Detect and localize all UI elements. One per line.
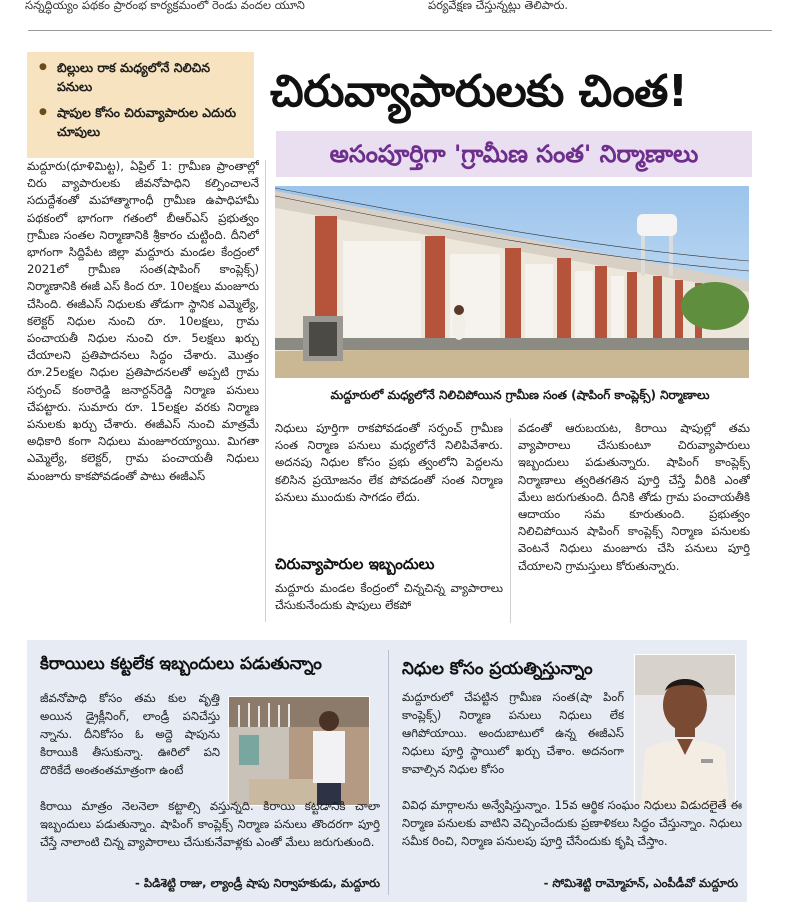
- article-column-1: మద్దూరు(ధూళిమిట్ట), ఏప్రిల్ 1: గ్రామీణ ప్రాంతాల్లో చిరు వ్యాపారులకు జీవనోపాధిని కల్పించాలనే సదుద్దేశంతో మహాత్మాగాంధీ గ్రామీణ ఉపాధిహామీ పథకంలో భాగంగా గతంలో బీఆర్ఎస్ ప్రభుత్వం గ్రామీణ సంతల నిర్మాణానికి శ్రీకారం చుట్టింది. దీనిలో భాగంగా సిద్దిపేట జిల్లా మద్దూరు మండల కేంద్రంలో 2021లో గ్రామీణ సంత(షాపింగ్ కాంప్లెక్స్) నిర్మాణానికి ఈజీ ఎస్ కింద రూ. 10లక్షలు మంజూరు చేసింది. ఈజీఎస్ నిధులకు తోడుగా స్థానిక ఎమ్మెల్యే, కలెక్టర్ నిధుల నుంచి రూ. 10లక్షలు, గ్రామ పంచాయతీ నిధుల నుంచి రూ. 5లక్షలు ఖర్చు చేయాలని ప్రతిపాదనలు సిద్ధం చేశారు. మొత్తం రూ.25లక్షల నిధుల ప్రతిపాదనలతో అప్పటి గ్రామ సర్పంచ్ కంఠారెడ్డి జనార్దన్‌రెడ్డి నిర్మాణ పనులు చేపట్టారు. సుమారు రూ. 15లక్షల వరకు నిర్మాణ పనులకు ఖర్చు చేశారు. ఈజీఎస్ నుంచి మాత్రమే అధికారి కంగా నిధులు మంజూరయ్యాయి. మిగతా ఎమ్మెల్యే, కలెక్టర్, గ్రామ పంచాయతీ నిధులు మంజూరు కాకపోవడంతో పాటు ఈజీఎస్: [27, 159, 259, 483]
- photo-caption: మద్దూరులో మధ్యలోనే నిలిచిపోయిన గ్రామీణ సంత (షాపింగ్ కాంప్లెక్స్) నిర్మాణాలు: [330, 388, 710, 402]
- top-fragment-left: సన్నద్ధియ్యం పథకం ప్రారంభ కార్యక్రమంలో రెండు వందల యూని: [25, 0, 305, 12]
- highlight-item: ● బిల్లులు రాక మధ్యలోనే నిలిచిన పనులు: [35, 58, 246, 96]
- laundry-shop-photo: [228, 696, 370, 806]
- column-divider: [510, 418, 511, 623]
- panel-divider: [388, 650, 389, 895]
- quote-left-attribution: - పిడిశెట్టి రాజు, ల్యాండ్రీ షాపు నిర్వాహకుడు, మద్దూరు: [135, 876, 380, 890]
- article-photo: [275, 186, 749, 378]
- highlight-item: ● షాపుల కోసం చిరువ్యాపారుల ఎదురు చూపులు: [35, 103, 246, 141]
- quote-right-text: మద్దూరులో చేపట్టిన గ్రామీణ సంత(షా పింగ్ కాంప్లెక్స్) నిర్మాణ పనులు నిధులు లేక ఆగిపోయాయి. అందుబాటులో ఉన్న ఈజీఎస్ నిధులు పూర్తి స్థాయిలో ఖర్చు చేశాం. అదనంగా కావాల్సిన నిధుల కోసం: [402, 690, 624, 776]
- column-divider: [265, 160, 266, 622]
- article-column-2-continued: మద్దూరు మండల కేంద్రంలో చిన్నచిన్న వ్యాపారాలు చేసుకునేందుకు షాపులు లేకపో: [275, 581, 503, 613]
- quote-left-text: జీవనోపాధి కోసం తమ కుల వృత్తి అయిన డ్రైక్లీనింగ్, లాండ్రీ పనిచేస్తు న్నాను. దీనికోసం ఓ అద్దె షాపును కిరాయికి తీసుకున్నా. ఊరిలో పని దొరికేదే అంతంతమాత్రంగా ఉంటే: [40, 691, 220, 777]
- quote-left-heading: కిరాయిలు కట్టలేక ఇబ్బందులు పడుతున్నాం: [40, 654, 322, 674]
- quote-right-text-continued: వివిధ మార్గాలను అన్వేషిస్తున్నాం. 15వ ఆర్థిక సంఘం నిధులు విడుదలైతే ఈ నిర్మాణ పనులకు వాటిని వెచ్చించేందుకు ప్రణాళికలు సిద్ధం చేస్తున్నాం. నిధులు సమీక రించి, నిర్మాణ పనులపు పూర్తి చేసేందుకు కృషి చేస్తాం.: [402, 798, 742, 848]
- highlights-box: [27, 52, 254, 158]
- article-column-3: వడంతో ఆరుబయట, కిరాయి షాపుల్లో తమ వ్యాపారాలు చేసుకుంటూ చిరువ్యాపారులు ఇబ్బందులు పడుతున్నారు. షాపింగ్ కాంప్లెక్స్ నిర్మాణాలు త్వరితగతిన పూర్తి చేస్తే వీరికి ఎంతో మేలు జరుగుతుంది. దీనికి తోడు గ్రామ పంచాయతీకి ఆదాయం సమ కూరుతుంది. ప్రభుత్వం నిలిచిపోయిన షాపింగ్ కాంప్లెక్స్ నిర్మాణ పనులకు వెంటనే నిధులు మంజూరు చేసి పనులు పూర్తి చేయాలని గ్రామస్తులు కోరుతున్నారు.: [518, 421, 750, 573]
- top-divider: [28, 30, 772, 31]
- subheadline: అసంపూర్తిగా 'గ్రామీణ సంత' నిర్మాణాలు: [276, 131, 752, 177]
- quote-right-attribution: - సోమిశెట్టి రామ్మోహన్, ఎంపీడీవో మద్దూరు: [543, 876, 738, 890]
- quote-right-heading: నిధుల కోసం ప్రయత్నిస్తున్నాం: [402, 659, 593, 679]
- article-column-2: నిధులు పూర్తిగా రాకపోవడంతో సర్పంచ్ గ్రామీణ సంత నిర్మాణ పనులు మధ్యలోనే నిలిపివేశారు. అదనపు నిధుల కోసం ప్రభు త్వంలోని పెద్దలను కలిసిన ప్రయోజనం లేక పోవడంతో సంత నిర్మాణ పనులు ముందుకు సాగడం లేదు.: [275, 421, 503, 504]
- headline: చిరువ్యాపారులకు చింత!: [270, 66, 688, 117]
- top-fragment: [0, 0, 800, 22]
- quote-left-text-continued: కిరాయి మాత్రం నెలనెలా కట్టాల్సి వస్తున్నది. కిరాయి కట్టడానికి చాలా ఇబ్బందులు పడుతున్నాం. షాపింగ్ కాంప్లెక్స్ నిర్మాణ పనులు తొందరగా పూర్తి చేస్తే నాలాంటి చిన్న వ్యాపారాలు చేసుకునేవాళ్లకు ఎంతో మేలు జరుగుతుంది.: [40, 799, 380, 849]
- official-portrait: [634, 654, 736, 808]
- top-fragment-right: పర్యవేక్షణ చేస్తున్నట్లు తెలిపారు.: [428, 0, 569, 12]
- section-subtitle: చిరువ్యాపారుల ఇబ్బందులు: [275, 555, 435, 573]
